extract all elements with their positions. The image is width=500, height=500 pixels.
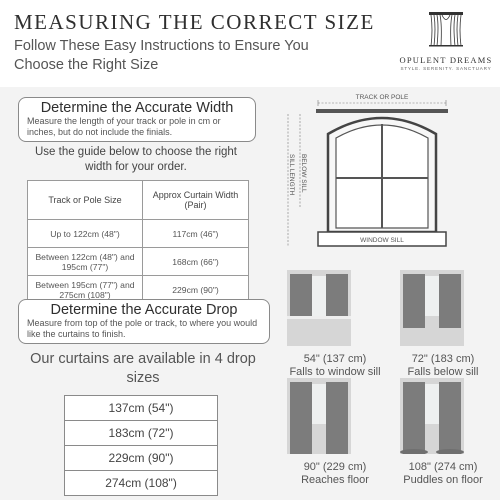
- table-cell: Between 122cm (48") and 195cm (77"): [28, 248, 143, 276]
- example-desc: Reaches floor: [301, 474, 369, 486]
- sill-label: WINDOW SILL: [360, 237, 404, 244]
- drop-size-list: [64, 395, 218, 495]
- logo-name: OPULENT DREAMS: [399, 55, 493, 65]
- list-item: 183cm (72"): [64, 420, 218, 446]
- table-cell: 117cm (46"): [143, 220, 249, 248]
- table-row: [28, 248, 249, 276]
- curtain-logo-icon: [426, 10, 466, 48]
- example-desc: Falls below sill: [407, 366, 479, 378]
- example-108: [388, 378, 498, 487]
- drop-heading: Determine the Accurate Drop: [50, 302, 238, 318]
- width-instructions: Measure the length of your track or pole in cm or inches, but do not include the finials.: [27, 116, 221, 137]
- example-54: [280, 270, 390, 379]
- below-sill-label: BELOW SILL: [300, 154, 307, 193]
- window-diagram: [270, 92, 496, 262]
- table-row: [28, 220, 249, 248]
- example-size: 90" (229 cm): [303, 461, 367, 473]
- width-guide-text: Use the guide below to choose the right width for your order.: [34, 146, 238, 173]
- list-item: 229cm (90"): [64, 445, 218, 471]
- example-desc: Puddles on floor: [403, 474, 483, 486]
- width-heading-box: [18, 97, 256, 142]
- list-item: 137cm (54"): [64, 395, 218, 421]
- table-cell: 229cm (90"): [143, 276, 249, 304]
- example-90: [280, 378, 390, 487]
- example-size: 108" (274 cm): [408, 461, 478, 473]
- sill-length-label: SILL LENGTH: [288, 154, 295, 196]
- logo-tagline: STYLE. SERENITY. SANCTUARY: [400, 66, 492, 71]
- brand-logo: [396, 10, 496, 71]
- curtain-photo-icon: [400, 378, 464, 454]
- example-size: 72" (183 cm): [411, 353, 475, 365]
- list-item: 274cm (108"): [64, 470, 218, 496]
- curtain-photo-icon: [287, 378, 351, 454]
- table-cell: 168cm (66"): [143, 248, 249, 276]
- width-table: [27, 180, 249, 304]
- table-header-row: [28, 181, 249, 220]
- curtain-photo-icon: [287, 270, 351, 346]
- page-title: MEASURING THE CORRECT SIZE: [14, 10, 375, 34]
- drop-instructions: Measure from top of the pole or track, to where you would like the curtains to finish.: [27, 318, 258, 339]
- width-heading: Determine the Accurate Width: [40, 100, 234, 116]
- drop-sizes-title: Our curtains are available in 4 drop sizes: [30, 351, 256, 386]
- table-cell: Up to 122cm (48"): [28, 220, 143, 248]
- page-subtitle: Follow These Easy Instructions to Ensure You Choose the Right Size: [14, 38, 309, 73]
- table-header-width: Approx Curtain Width (Pair): [143, 181, 249, 220]
- example-size: 54" (137 cm): [303, 353, 367, 365]
- track-label: TRACK OR POLE: [355, 94, 409, 101]
- example-desc: Falls to window sill: [289, 366, 381, 378]
- table-cell: Between 195cm (77") and 275cm (108"): [28, 276, 143, 304]
- drop-heading-box: [18, 299, 270, 344]
- curtain-photo-icon: [400, 270, 464, 346]
- example-72: [388, 270, 498, 379]
- table-header-track: Track or Pole Size: [28, 181, 143, 220]
